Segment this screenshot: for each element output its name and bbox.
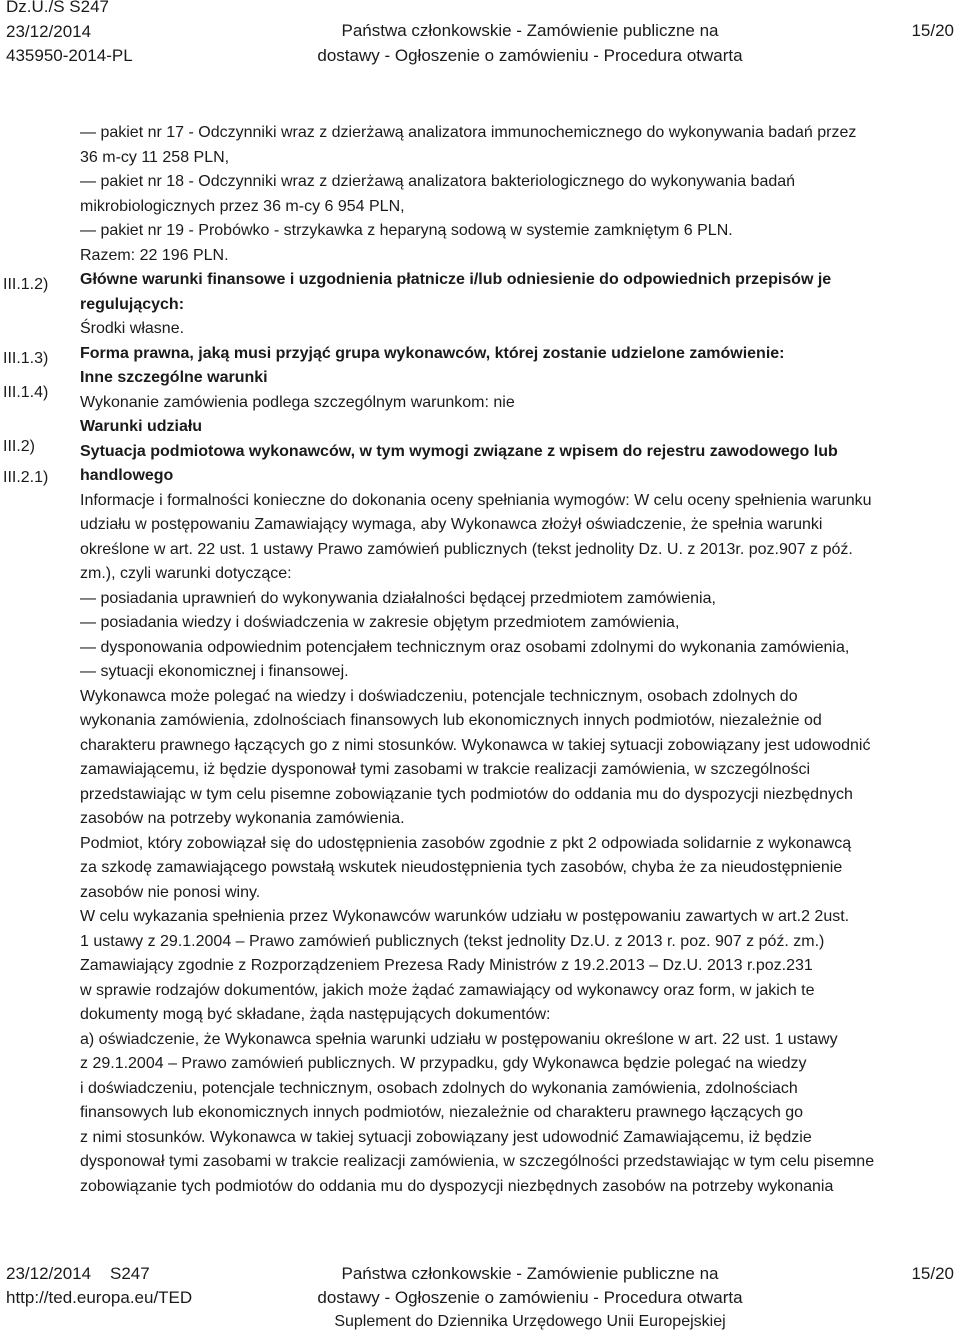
text-line: dysponował tymi zasobami w trakcie realizacji zamówienia, w szczególności przedstawiając w tym celu pisemne bbox=[80, 1153, 875, 1170]
text-line: udziału w postępowaniu Zamawiający wymaga, aby Wykonawca złożył oświadczenie, że spełnia warunki bbox=[80, 516, 823, 533]
text-line: Środki własne. bbox=[80, 320, 185, 337]
supplement-title: Suplement do Dziennika Urzędowego Unii Europejskiej bbox=[334, 1313, 726, 1330]
text-line: zobowiązanie tych podmiotów do oddania mu do dyspozycji niezbędnych zasobów na potrzeby wykonania bbox=[80, 1177, 834, 1195]
text-line: charakteru prawnego łączących go z nimi stosunków. Wykonawca w takiej sytuacji zobowiązany jest udowodnić bbox=[80, 736, 871, 754]
text-line: — pakiet nr 19 - Probówko - strzykawka z heparyną sodową w systemie zamkniętym 6 PLN. bbox=[80, 222, 733, 239]
text-line: W celu wykazania spełnienia przez Wykonawców warunków udziału w postępowaniu zawartych w art.2 2ust. bbox=[80, 908, 850, 925]
text-line: Wykonawca może polegać na wiedzy i doświadczeniu, potencjale technicznym, osobach zdolnych do bbox=[80, 687, 798, 705]
document-body bbox=[80, 121, 958, 1199]
text-line: regulujących: bbox=[80, 295, 185, 313]
text-line: zm.), czyli warunki dotyczące: bbox=[80, 565, 292, 582]
section-label-iii-1-4: III.1.4) bbox=[3, 384, 49, 401]
header-title-line-2: dostawy - Ogłoszenie o zamówieniu - Procedura otwarta bbox=[317, 45, 743, 65]
text-line: Podmiot, który zobowiązał się do udostępnienia zasobów zgodnie z pkt 2 odpowiada solidarnie z wykonawcą bbox=[80, 834, 852, 852]
footer-left bbox=[6, 1262, 192, 1310]
header-title-line-1: Państwa członkowskie - Zamówienie publiczne na bbox=[341, 21, 719, 40]
text-line: — pakiet nr 17 - Odczynniki wraz z dzierżawą analizatora immunochemicznego do wykonywania badań przez bbox=[80, 124, 857, 141]
page-footer bbox=[0, 1262, 960, 1334]
journal-ref: Dz.U./S S247 bbox=[6, 0, 109, 16]
footer-page-number: 15/20 bbox=[911, 1264, 954, 1283]
text-line: Razem: 22 196 PLN. bbox=[80, 246, 229, 264]
notice-number: 435950-2014-PL bbox=[6, 46, 133, 65]
text-line: — dysponowania odpowiednim potencjałem technicznym oraz osobami zdolnymi do wykonania zamówienia, bbox=[80, 638, 850, 656]
text-line: Inne szczególne warunki bbox=[80, 369, 268, 386]
text-line: z 29.1.2004 – Prawo zamówień publicznych. W przypadku, gdy Wykonawca będzie polegać na wiedzy bbox=[80, 1055, 807, 1072]
text-line: zasobów na potrzeby wykonania zamówienia. bbox=[80, 810, 405, 827]
section-label-iii-2-1: III.2.1) bbox=[3, 469, 49, 486]
footer-title-line-1: Państwa członkowskie - Zamówienie publiczne na bbox=[341, 1264, 719, 1283]
page-header bbox=[0, 0, 960, 76]
text-line: 1 ustawy z 29.1.2004 – Prawo zamówień publicznych (tekst jednolity Dz.U. z 2013 r. poz. 907 z póź. zm.) bbox=[80, 932, 825, 950]
footer-title-line-2: dostawy - Ogłoszenie o zamówieniu - Procedura otwarta bbox=[317, 1288, 743, 1307]
text-line: Sytuacja podmiotowa wykonawców, w tym wymogi związane z wpisem do rejestru zawodowego lub bbox=[80, 442, 838, 460]
text-line: — pakiet nr 18 - Odczynniki wraz z dzierżawą analizatora bakteriologicznego do wykonywania badań bbox=[80, 173, 796, 190]
text-line: Warunki udziału bbox=[80, 418, 203, 435]
header-title bbox=[300, 19, 760, 68]
section-label-iii-1-2: III.1.2) bbox=[3, 276, 49, 293]
footer-date: 23/12/2014 S247 bbox=[6, 1264, 150, 1283]
text-line: w sprawie rodzajów dokumentów, jakich może żądać zamawiający od wykonawcy oraz form, w jakich te bbox=[80, 981, 815, 999]
text-line: finansowych lub ekonomicznych innych podmiotów, niezależnie od charakteru prawnego łączących go bbox=[80, 1104, 804, 1121]
text-line: 36 m-cy 11 258 PLN, bbox=[80, 148, 230, 166]
section-label-iii-2: III.2) bbox=[3, 438, 36, 455]
text-line: określone w art. 22 ust. 1 ustawy Prawo zamówień publicznych (tekst jednolity Dz. U. z 2013r. poz.907 z póź. bbox=[80, 540, 853, 558]
section-label-iii-1-3: III.1.3) bbox=[3, 350, 49, 367]
text-line: wykonania zamówienia, zdolnościach finansowych lub ekonomicznych innych podmiotów, niezależnie od bbox=[80, 712, 822, 729]
footer-title bbox=[300, 1262, 760, 1334]
text-line: handlowego bbox=[80, 467, 174, 484]
text-line: Główne warunki finansowe i uzgodnienia płatnicze i/lub odniesienie do odpowiednich przepisów je bbox=[80, 271, 832, 288]
text-line: z nimi stosunków. Wykonawca w takiej sytuacji zobowiązany jest udowodnić Zamawiającemu, iż będzie bbox=[80, 1128, 812, 1146]
text-line: przedstawiając w tym celu pisemne zobowiązanie tych podmiotów do oddania mu do dyspozycji niezbędnych bbox=[80, 785, 853, 803]
header-left bbox=[6, 0, 133, 69]
text-line: Informacje i formalności konieczne do dokonania oceny spełniania wymogów: W celu oceny spełnienia warunku bbox=[80, 491, 872, 509]
text-line: a) oświadczenie, że Wykonawca spełnia warunki udziału w postępowaniu określone w art. 22 ust. 1 ustawy bbox=[80, 1030, 838, 1048]
text-line: za szkodę zamawiającego powstałą wskutek nieudostępnienia tych zasobów, chyba że za nieudostępnienie bbox=[80, 859, 843, 876]
text-line: — posiadania wiedzy i doświadczenia w zakresie objętym przedmiotem zamówienia, bbox=[80, 614, 680, 631]
ted-link[interactable]: http://ted.europa.eu/TED bbox=[6, 1288, 193, 1307]
text-line: Zamawiający zgodnie z Rozporządzeniem Prezesa Rady Ministrów z 19.2.2013 – Dz.U. 2013 r.poz.231 bbox=[80, 957, 813, 974]
text-line: mikrobiologicznych przez 36 m-cy 6 954 PLN, bbox=[80, 197, 405, 215]
text-line: zamawiającemu, iż będzie dysponował tymi zasobami w trakcie realizacji zamówienia, w szczególności bbox=[80, 761, 811, 778]
header-date: 23/12/2014 bbox=[6, 21, 92, 41]
text-line: — posiadania uprawnień do wykonywania działalności będącej przedmiotem zamówienia, bbox=[80, 589, 716, 607]
text-line: — sytuacji ekonomicznej i finansowej. bbox=[80, 663, 349, 680]
text-line: zasobów nie ponosi winy. bbox=[80, 883, 261, 901]
header-page-number: 15/20 bbox=[911, 21, 954, 40]
text-line: dokumenty mogą być składane, żąda następujących dokumentów: bbox=[80, 1006, 551, 1023]
text-line: i doświadczeniu, potencjale technicznym, osobach zdolnych do wykonania zamówienia, zdolnościach bbox=[80, 1079, 798, 1097]
text-line: Wykonanie zamówienia podlega szczególnym warunkom: nie bbox=[80, 393, 515, 411]
text-line: Forma prawna, jaką musi przyjąć grupa wykonawców, której zostanie udzielone zamówienie: bbox=[80, 344, 785, 362]
